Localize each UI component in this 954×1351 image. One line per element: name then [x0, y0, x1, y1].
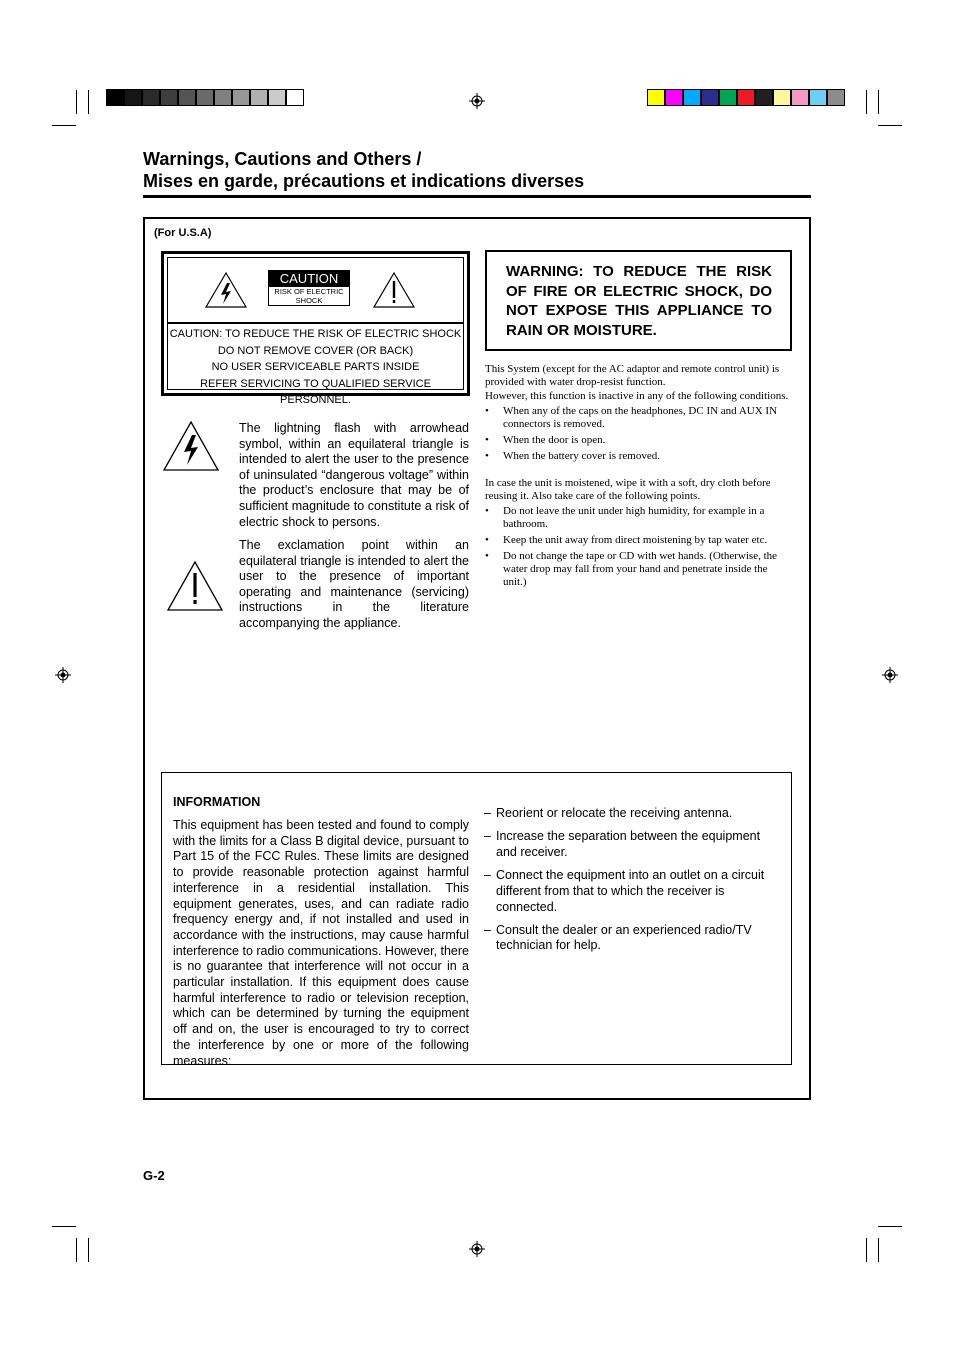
color-swatch	[142, 89, 160, 106]
color-swatch	[160, 89, 178, 106]
list-item: • When the door is open.	[485, 434, 792, 447]
color-swatch	[737, 89, 755, 106]
points-list	[485, 505, 792, 589]
list-item: • When the battery cover is removed.	[485, 450, 792, 463]
crop-mark	[878, 1238, 879, 1262]
caution-text	[168, 326, 463, 409]
notes-inactive: However, this function is inactive in any of the following conditions.	[485, 390, 789, 402]
color-swatch	[250, 89, 268, 106]
lightning-triangle-icon	[204, 271, 248, 309]
caution-line: NO USER SERVICEABLE PARTS INSIDE	[211, 361, 420, 374]
caution-label	[268, 270, 350, 306]
list-item: • Do not leave the unit under high humidity, for example in a bathroom.	[485, 505, 792, 531]
crop-mark	[878, 90, 879, 114]
page-title-line-1: Warnings, Cautions and Others /	[143, 149, 422, 169]
color-swatch	[286, 89, 304, 106]
exclamation-triangle-icon	[166, 560, 224, 612]
crop-mark	[878, 125, 902, 126]
notes-moistened: In case the unit is moistened, wipe it with a soft, dry cloth before reusing it. Also take care of the following points.	[485, 477, 771, 502]
caution-label-heading: CAUTION	[269, 271, 349, 287]
list-item: – Connect the equipment into an outlet on a circuit different from that to which the receiver is connected.	[484, 868, 765, 914]
color-swatch	[773, 89, 791, 106]
color-swatch	[827, 89, 845, 106]
list-item: – Increase the separation between the equipment and receiver.	[484, 829, 761, 859]
caution-line: REFER SERVICING TO QUALIFIED SERVICE PERSONNEL.	[200, 377, 431, 407]
registration-mark-icon	[469, 93, 485, 109]
registration-mark-icon	[882, 667, 898, 683]
color-swatch	[106, 89, 124, 106]
crop-mark	[76, 90, 77, 114]
measures-list	[484, 806, 776, 962]
caution-line: DO NOT REMOVE COVER (OR BACK)	[217, 344, 414, 357]
exclamation-triangle-icon	[372, 271, 416, 309]
caution-line: CAUTION: TO REDUCE THE RISK OF ELECTRIC SHOCK	[169, 328, 462, 340]
list-item: • Keep the unit away from direct moistening by tap water etc.	[485, 534, 792, 547]
registration-mark-icon	[469, 1241, 485, 1257]
registration-mark-icon	[55, 667, 71, 683]
color-swatch	[214, 89, 232, 106]
color-swatch	[701, 89, 719, 106]
color-swatch	[196, 89, 214, 106]
crop-mark	[88, 90, 89, 114]
color-swatch	[755, 89, 773, 106]
notes-intro: This System (except for the AC adaptor and remote control unit) is provided with water drop-resist function.	[485, 363, 780, 388]
crop-mark	[866, 90, 867, 114]
information-heading: INFORMATION	[173, 795, 261, 809]
color-swatch	[124, 89, 142, 106]
information-body: This equipment has been tested and found to comply with the limits for a Class B digital device, pursuant to Part 15 of the FCC Rules. These limits are designed to provide reasonable protection against harmful interference in a residential installation. This equipment generates, uses, and can radiate radio frequency energy and, if not installed and used in accordance with the instructions, may cause harmful interference to radio communications. However, there is no guarantee that interference will not occur in a particular installation. If this equipment does cause harmful interference to radio or television reception, which can be determined by turning the equipment off and on, the user is encouraged to try to correct the interference by one or more of the following measures:	[173, 818, 469, 1068]
crop-mark	[88, 1238, 89, 1262]
caution-box	[161, 251, 470, 407]
caution-label-sub-2: SHOCK	[295, 296, 323, 305]
color-swatch	[791, 89, 809, 106]
caution-label-sub-1: RISK OF ELECTRIC	[274, 287, 344, 296]
list-item: – Reorient or relocate the receiving antenna.	[484, 806, 733, 820]
crop-mark	[52, 1226, 76, 1227]
lightning-explanation: The lightning flash with arrowhead symbol, within an equilateral triangle is intended to alert the user to the presence of uninsulated “dangerous voltage” within the product’s enclosure that may be of sufficient magnitude to constitute a risk of electric shock to persons.	[239, 421, 469, 529]
region-label: (For U.S.A)	[154, 227, 212, 239]
crop-mark	[878, 1226, 902, 1227]
color-swatch	[683, 89, 701, 106]
crop-mark	[866, 1238, 867, 1262]
color-swatch	[268, 89, 286, 106]
water-resist-notes	[485, 363, 792, 592]
crop-mark	[52, 125, 76, 126]
page-number: G-2	[143, 1168, 165, 1183]
color-swatch	[809, 89, 827, 106]
color-swatch	[719, 89, 737, 106]
crop-mark	[76, 1238, 77, 1262]
color-swatch	[665, 89, 683, 106]
conditions-list	[485, 405, 792, 463]
list-item: • Do not change the tape or CD with wet hands. (Otherwise, the water drop may fall from your hand and penetrate inside the unit.)	[485, 550, 792, 589]
warning-box: WARNING: TO REDUCE THE RISK OF FIRE OR ELECTRIC SHOCK, DO NOT EXPOSE THIS APPLIANCE TO RAIN OR MOISTURE.	[485, 250, 792, 351]
page-title-line-2: Mises en garde, précautions et indications diverses	[143, 171, 585, 191]
lightning-triangle-icon	[162, 420, 220, 472]
list-item: – Consult the dealer or an experienced radio/TV technician for help.	[484, 922, 752, 953]
page-title	[143, 148, 584, 192]
color-swatch	[178, 89, 196, 106]
exclamation-explanation: The exclamation point within an equilateral triangle is intended to alert the user to the presence of important operating and maintenance (servicing) instructions in the literature accompanying the appliance.	[239, 538, 469, 630]
color-swatch	[232, 89, 250, 106]
color-swatch	[647, 89, 665, 106]
title-rule	[143, 195, 811, 198]
list-item: • When any of the caps on the headphones, DC IN and AUX IN connectors is removed.	[485, 405, 792, 431]
